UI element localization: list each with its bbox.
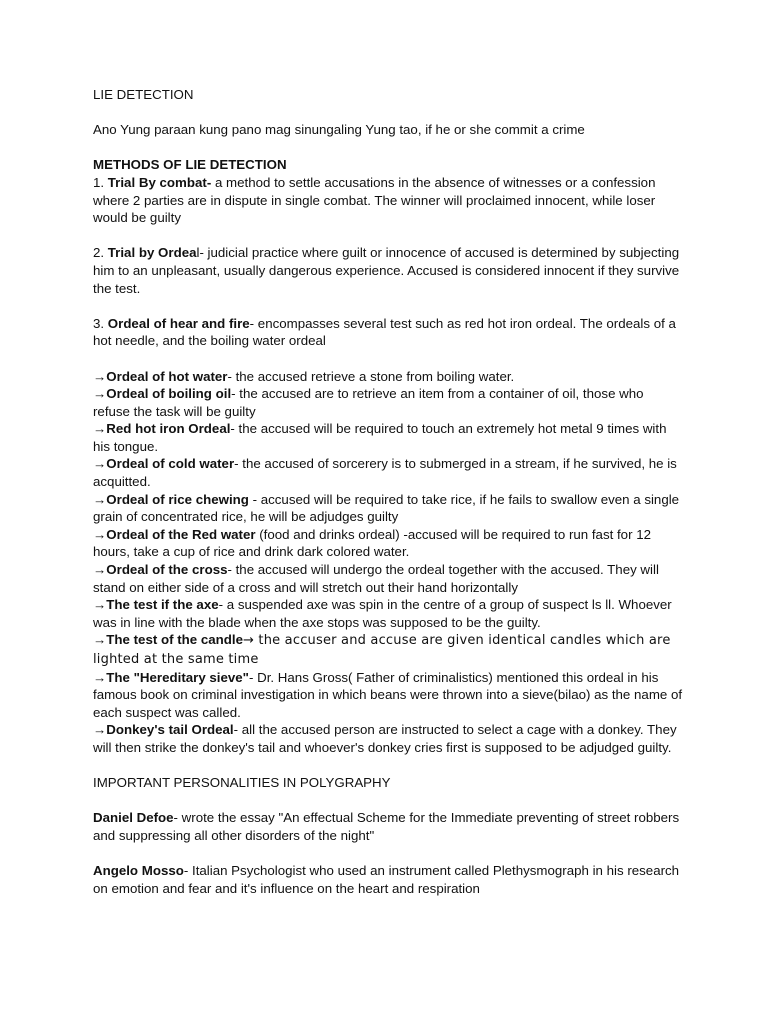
ordeal-item xyxy=(93,669,683,722)
ordeal-desc: - the accused retrieve a stone from boiling water. xyxy=(227,368,515,384)
personality-2 xyxy=(93,862,683,897)
document-page xyxy=(93,86,683,897)
ordeal-desc: - accused will be required to take rice, if he fails to swallow even a single grain of concentrated rice, he will be adjudges guilty xyxy=(93,491,680,525)
method-desc: l- judicial practice where guilt or innocence of accused is determined by subjecting him to an unpleasant, usually dangerous experience. Accused is considered innocent if they survive the test. xyxy=(93,245,680,296)
ordeal-term: →Donkey's tail Ordeal xyxy=(93,722,234,738)
method-1 xyxy=(93,174,683,227)
ordeal-term: →The "Hereditary sieve" xyxy=(93,669,249,685)
document-title: LIE DETECTION xyxy=(93,87,194,102)
ordeal-item xyxy=(93,368,683,386)
personality-desc: - wrote the essay "An effectual Scheme for the Immediate preventing of street robbers and suppressing all other disorders of the night" xyxy=(93,810,680,843)
ordeal-term: →Ordeal of boiling oil xyxy=(93,386,232,402)
ordeal-term: →Red hot iron Ordeal xyxy=(93,421,231,437)
method-3 xyxy=(93,315,683,350)
method-desc: a method to settle accusations in the absence of witnesses or a confession where 2 parties are in dispute in single combat. The winner will proclaimed innocent, while loser would be guilty xyxy=(93,174,656,226)
ordeal-item xyxy=(93,561,683,596)
personalities-heading: IMPORTANT PERSONALITIES IN POLYGRAPHY xyxy=(93,775,391,791)
ordeal-desc: (food and drinks ordeal) -accused will be required to run fast for 12 hours, take a cup of rice and drink dark colored water. xyxy=(93,526,651,560)
ordeal-term: →The test if the axe xyxy=(93,597,219,613)
ordeal-term: →The test of the candle xyxy=(93,632,243,648)
method-2 xyxy=(93,244,683,297)
ordeal-term: →Ordeal of cold water xyxy=(93,456,235,472)
ordeal-desc: → the accuser and accuse are given identical candles which are lighted at the same time xyxy=(93,633,671,667)
ordeal-item xyxy=(93,420,683,455)
intro-paragraph: Ano Yung paraan kung pano mag sinungaling Yung tao, if he or she commit a crime xyxy=(93,122,585,138)
ordeal-term: →Ordeal of hot water xyxy=(93,368,228,384)
personality-name: Daniel Defoe xyxy=(93,810,174,826)
ordeal-desc: - Dr. Hans Gross( Father of criminalistics) mentioned this ordeal in his famous book on criminal investigation in which beans were thrown into a sieve(bilao) as the name of each suspect was called. xyxy=(93,669,683,720)
method-number: 1. xyxy=(93,174,108,190)
ordeal-desc: - the accused of sorcerery is to submerged in a stream, if he survived, he is acquitted. xyxy=(93,456,677,490)
ordeal-item xyxy=(93,455,683,490)
methods-heading xyxy=(93,156,683,174)
ordeal-item xyxy=(93,491,683,526)
method-number: 2. xyxy=(93,245,108,261)
personality-1 xyxy=(93,809,683,844)
method-desc: - encompasses several test such as red hot iron ordeal. The ordeals of a hot needle, and the boiling water ordeal xyxy=(93,315,676,349)
ordeal-item xyxy=(93,385,683,420)
ordeal-desc: - all the accused person are instructed to select a cage with a donkey. They will then strike the donkey's tail and whoever's donkey cries first is supposed to be adjudged guilty. xyxy=(93,722,677,755)
ordeal-desc: - the accused will be required to touch an extremely hot metal 9 times with his tongue. xyxy=(93,421,667,454)
ordeal-desc: - the accused will undergo the ordeal together with the accused. They will stand on either side of a cross and will stretch out their hand horizontally xyxy=(93,562,659,595)
method-term: Trial By combat- xyxy=(107,174,212,190)
method-term: Trial by Ordea xyxy=(107,245,197,261)
ordeal-item xyxy=(93,721,683,756)
methods-heading-text: METHODS OF LIE DETECTION xyxy=(93,157,287,173)
ordeal-term: →Ordeal of the Red water xyxy=(93,526,256,542)
ordeal-item xyxy=(93,526,683,561)
ordeal-item xyxy=(93,596,683,631)
method-number: 3. xyxy=(93,315,108,331)
personality-desc: - Italian Psychologist who used an instrument called Plethysmograph in his research on emotion and fear and it's influence on the heart and respiration xyxy=(93,863,680,896)
personality-name: Angelo Mosso xyxy=(93,863,184,879)
ordeal-desc: - the accused are to retrieve an item from a container of oil, those who refuse the task will be guilty xyxy=(93,386,644,419)
ordeal-desc: - a suspended axe was spin in the centre of a group of suspect ls ll. Whoever was in line with the blade when the axe stops was supposed to be the guilty. xyxy=(93,597,672,630)
method-term: Ordeal of hear and fire xyxy=(107,315,250,331)
ordeal-item xyxy=(93,631,683,668)
ordeal-term: →Ordeal of rice chewing xyxy=(93,491,253,507)
ordeal-term: →Ordeal of the cross xyxy=(93,562,228,578)
